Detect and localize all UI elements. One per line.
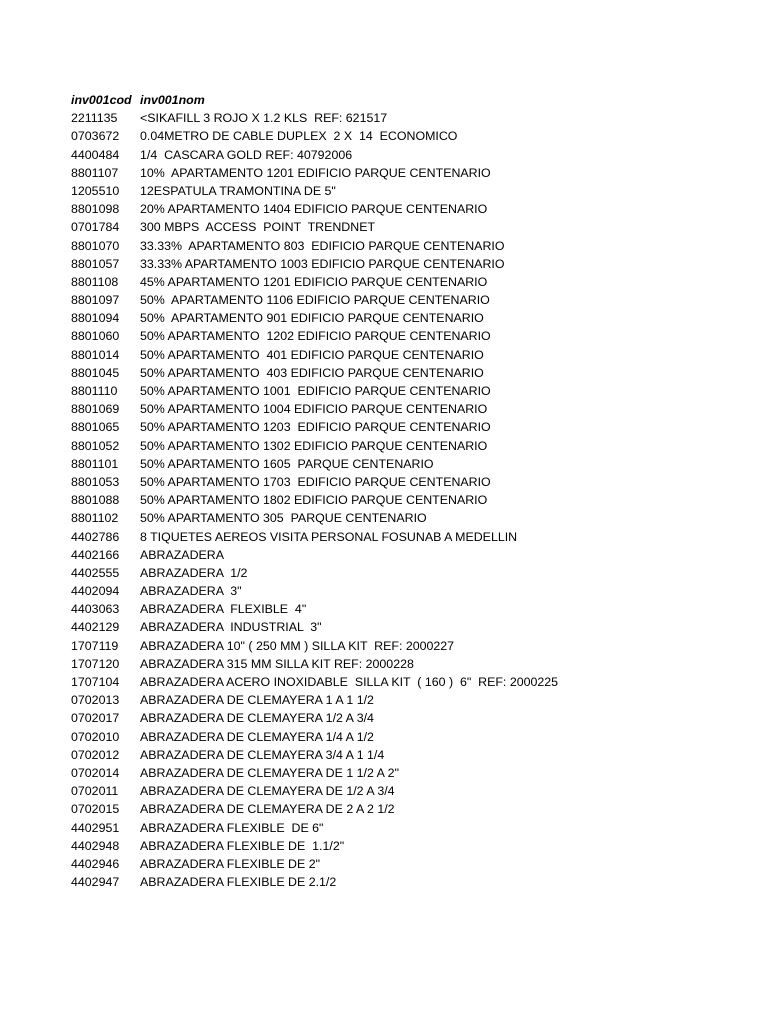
item-name: 50% APARTAMENTO 1106 EDIFICIO PARQUE CENTENARIO [140, 293, 490, 308]
item-code: 4402786 [71, 529, 120, 544]
item-code: 8801102 [71, 511, 119, 526]
table-row [71, 564, 751, 582]
table-row [71, 182, 751, 200]
item-name: 50% APARTAMENTO 1703 EDIFICIO PARQUE CENTENARIO [140, 474, 491, 489]
table-row [71, 400, 751, 418]
item-code: 8801057 [71, 256, 120, 271]
table-row [71, 473, 751, 491]
table-row [71, 309, 751, 327]
item-name: ABRAZADERA 10" ( 250 MM ) SILLA KIT REF: 2000227 [140, 638, 455, 653]
table-row [71, 600, 751, 618]
item-name: ABRAZADERA [140, 547, 224, 562]
item-code: 4402094 [71, 584, 120, 599]
table-row [71, 164, 751, 182]
item-name: ABRAZADERA 315 MM SILLA KIT REF: 2000228 [140, 656, 414, 671]
item-code: 8801014 [71, 347, 120, 362]
item-name: 20% APARTAMENTO 1404 EDIFICIO PARQUE CENTENARIO [140, 202, 488, 217]
item-code: 0702011 [71, 784, 119, 799]
item-code: 0702013 [71, 693, 120, 708]
item-code: 8801088 [71, 493, 120, 508]
item-code: 8801107 [71, 165, 119, 180]
item-code: 0702012 [71, 747, 120, 762]
item-code: 8801098 [71, 202, 120, 217]
item-name: 50% APARTAMENTO 1203 EDIFICIO PARQUE CENTENARIO [140, 420, 491, 435]
item-code: 0702017 [71, 711, 120, 726]
item-name: 33.33% APARTAMENTO 1003 EDIFICIO PARQUE CENTENARIO [140, 256, 505, 271]
table-row [71, 237, 751, 255]
item-code: 8801094 [71, 311, 120, 326]
table-row [71, 146, 751, 164]
table-row [71, 491, 751, 509]
item-name: ABRAZADERA FLEXIBLE DE 2.1/2 [140, 875, 337, 890]
item-name: 10% APARTAMENTO 1201 EDIFICIO PARQUE CENTENARIO [140, 165, 491, 180]
item-name: 50% APARTAMENTO 401 EDIFICIO PARQUE CENTENARIO [140, 347, 484, 362]
table-row [71, 728, 751, 746]
item-code: 0702015 [71, 802, 120, 817]
table-row [71, 873, 751, 891]
item-code: 1707104 [71, 675, 120, 689]
column-header-name: inv001nom [140, 93, 205, 107]
table-row [71, 418, 751, 436]
item-code: 8801108 [71, 274, 119, 289]
item-code: 8801045 [71, 365, 120, 380]
table-row [71, 200, 751, 218]
item-code: 4403063 [71, 602, 120, 617]
table-row [71, 618, 751, 636]
item-code: 4402948 [71, 838, 120, 853]
item-name: 1/4 CASCARA GOLD REF: 40792006 [140, 147, 353, 162]
inventory-sheet [71, 91, 751, 891]
item-name: <SIKAFILL 3 ROJO X 1.2 KLS REF: 621517 [140, 111, 388, 126]
item-name: 45% APARTAMENTO 1201 EDIFICIO PARQUE CENTENARIO [140, 274, 488, 289]
item-name: ABRAZADERA DE CLEMAYERA DE 2 A 2 1/2 [140, 802, 395, 817]
item-code: 2211135 [71, 111, 118, 126]
item-name: 50% APARTAMENTO 403 EDIFICIO PARQUE CENTENARIO [140, 365, 484, 380]
table-row [71, 800, 751, 818]
item-name: ABRAZADERA FLEXIBLE DE 2" [140, 856, 320, 871]
table-row [71, 764, 751, 782]
table-row [71, 709, 751, 727]
item-name: 300 MBPS ACCESS POINT TRENDNET [140, 220, 376, 235]
item-name: 50% APARTAMENTO 1202 EDIFICIO PARQUE CENTENARIO [140, 329, 491, 344]
item-code: 1707120 [71, 656, 120, 671]
item-code: 8801097 [71, 293, 120, 308]
item-name: 50% APARTAMENTO 1004 EDIFICIO PARQUE CENTENARIO [140, 402, 488, 417]
table-row [71, 346, 751, 364]
item-name: ABRAZADERA FLEXIBLE 4" [140, 602, 307, 617]
table-row [71, 437, 751, 455]
item-name: 50% APARTAMENTO 1605 PARQUE CENTENARIO [140, 456, 434, 471]
item-code: 8801070 [71, 238, 120, 253]
item-name: ABRAZADERA DE CLEMAYERA 3/4 A 1 1/4 [140, 747, 385, 762]
item-code: 4402555 [71, 565, 120, 580]
item-code: 0701784 [71, 220, 120, 235]
item-name: ABRAZADERA 3" [140, 584, 242, 599]
item-name: 50% APARTAMENTO 305 PARQUE CENTENARIO [140, 511, 427, 526]
item-name: 50% APARTAMENTO 1302 EDIFICIO PARQUE CENTENARIO [140, 438, 488, 453]
item-code: 4402129 [71, 620, 120, 635]
table-row [71, 327, 751, 345]
table-row [71, 455, 751, 473]
table-row [71, 528, 751, 546]
table-row [71, 673, 751, 691]
item-code: 8801053 [71, 474, 120, 489]
item-code: 8801052 [71, 438, 120, 453]
table-row [71, 546, 751, 564]
table-row [71, 855, 751, 873]
table-row [71, 691, 751, 709]
table-row [71, 218, 751, 236]
item-name: 12ESPATULA TRAMONTINA DE 5" [140, 183, 336, 198]
item-name: ABRAZADERA DE CLEMAYERA 1/2 A 3/4 [140, 711, 374, 726]
item-name: 50% APARTAMENTO 1001 EDIFICIO PARQUE CENTENARIO [140, 384, 491, 398]
column-header-code: inv001cod [71, 93, 132, 107]
data-rows [71, 109, 751, 891]
item-name: ABRAZADERA DE CLEMAYERA DE 1/2 A 3/4 [140, 784, 395, 799]
item-code: 4402951 [71, 820, 120, 835]
item-name: 0.04METRO DE CABLE DUPLEX 2 X 14 ECONOMICO [140, 129, 458, 144]
item-code: 8801101 [71, 456, 119, 471]
item-code: 8801110 [71, 384, 118, 398]
item-code: 4402947 [71, 875, 120, 890]
item-code: 0702014 [71, 765, 120, 780]
item-name: ABRAZADERA DE CLEMAYERA 1 A 1 1/2 [140, 693, 374, 708]
table-row [71, 582, 751, 600]
table-row [71, 291, 751, 309]
item-code: 8801065 [71, 420, 120, 435]
table-row [71, 782, 751, 800]
item-code: 4402166 [71, 547, 120, 562]
item-name: ABRAZADERA 1/2 [140, 565, 248, 580]
item-code: 4400484 [71, 147, 120, 162]
table-row [71, 655, 751, 673]
table-row [71, 509, 751, 527]
table-row [71, 819, 751, 837]
item-name: ABRAZADERA FLEXIBLE DE 1.1/2" [140, 838, 345, 853]
item-name: 8 TIQUETES AEREOS VISITA PERSONAL FOSUNAB A MEDELLIN [140, 529, 518, 544]
table-row [71, 837, 751, 855]
item-code: 4402946 [71, 856, 120, 871]
table-row [71, 382, 751, 400]
table-row [71, 273, 751, 291]
item-name: ABRAZADERA ACERO INOXIDABLE SILLA KIT ( 160 ) 6" REF: 2000225 [140, 675, 559, 689]
table-row [71, 637, 751, 655]
table-row [71, 127, 751, 145]
item-name: 50% APARTAMENTO 901 EDIFICIO PARQUE CENTENARIO [140, 311, 484, 326]
item-name: ABRAZADERA FLEXIBLE DE 6" [140, 820, 324, 835]
item-code: 0703672 [71, 129, 120, 144]
item-name: 33.33% APARTAMENTO 803 EDIFICIO PARQUE CENTENARIO [140, 238, 505, 253]
item-code: 1205510 [71, 183, 120, 198]
table-row [71, 109, 751, 127]
item-code: 8801060 [71, 329, 120, 344]
item-name: ABRAZADERA INDUSTRIAL 3" [140, 620, 322, 635]
item-code: 8801069 [71, 402, 120, 417]
item-name: ABRAZADERA DE CLEMAYERA DE 1 1/2 A 2" [140, 765, 399, 780]
item-code: 0702010 [71, 729, 120, 744]
item-name: ABRAZADERA DE CLEMAYERA 1/4 A 1/2 [140, 729, 374, 744]
table-row [71, 255, 751, 273]
item-name: 50% APARTAMENTO 1802 EDIFICIO PARQUE CENTENARIO [140, 493, 488, 508]
item-code: 1707119 [71, 638, 119, 653]
table-row [71, 746, 751, 764]
table-row [71, 364, 751, 382]
header-row [71, 91, 751, 109]
